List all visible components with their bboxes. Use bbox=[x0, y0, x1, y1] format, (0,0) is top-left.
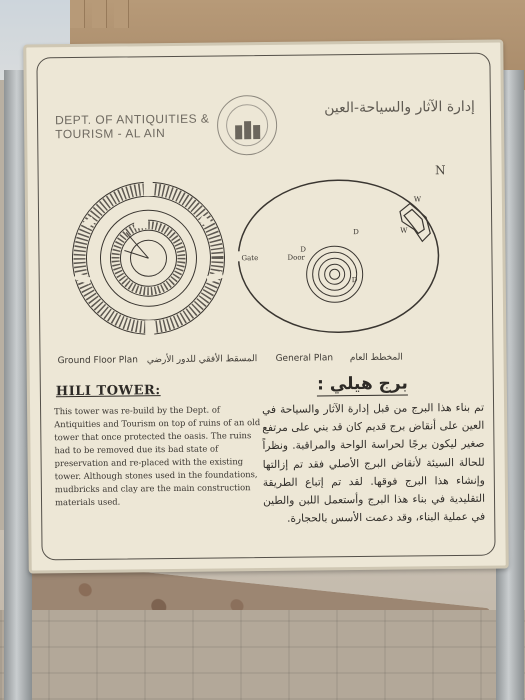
wall-marker: W bbox=[413, 195, 422, 204]
description-en: This tower was re-build by the Dept. of Antiquities and Tourism on top of ruins of an old tower that once protected the oasis. The ruins had to be removed due its bad state of preservation and re-placed with the existing tower. Although stones used in the foundations, mudbricks and clay are the main construction materials used. bbox=[54, 404, 261, 508]
general-plan-caption bbox=[275, 353, 402, 364]
logo-tower-shape bbox=[253, 125, 260, 139]
gate-label: Gate bbox=[241, 254, 259, 263]
tower-title-ar: برج هيلي : bbox=[316, 373, 408, 395]
door-marker: D bbox=[300, 245, 307, 254]
wall-marker: W bbox=[400, 226, 408, 235]
general-plan-drawing bbox=[234, 165, 452, 343]
logo-tower-shape bbox=[244, 121, 251, 139]
door-marker: D bbox=[351, 276, 358, 285]
crenel bbox=[92, 0, 107, 28]
department-name-ar: إدارة الآثار والسياحة-العين bbox=[324, 98, 476, 117]
department-name-line2: TOURISM - AL AIN bbox=[55, 126, 166, 142]
crenel bbox=[114, 0, 129, 28]
crenel bbox=[70, 0, 85, 28]
info-sign-board bbox=[23, 40, 509, 574]
description-ar: تم بناء هذا البرج من قبل إدارة الآثار والسياحة في العين على أنقاض برج قديم كان قد بني على مرتفع صغير ليكون برجًا لحراسة الواحة والمراقبة. ونظراً للحالة السيئة لأنقاض البرج الأصلي فقد تم إزالتها وإنشاء هذا البرج فوقها. لقد تم إتباع الطريقة التقليدية في بناء هذا البرج وأستعمل اللبن والطين في عملية البناء، وقد دعمت الأسس بالحجارة. bbox=[262, 401, 486, 526]
ground-plan-caption bbox=[58, 354, 258, 366]
ground-plan-caption-ar: المسقط الأفقي للدور الأرضي bbox=[146, 354, 258, 366]
tower-title-en: HILI TOWER: bbox=[55, 383, 161, 400]
ground-plan-caption-en: Ground Floor Plan bbox=[57, 355, 138, 367]
department-name-en bbox=[55, 112, 210, 142]
general-plan-caption-ar: المخطط العام bbox=[349, 352, 403, 364]
ground-floor-plan-drawing bbox=[64, 177, 236, 339]
door-marker: D bbox=[353, 228, 359, 237]
logo-inner-ring bbox=[226, 104, 268, 146]
general-plan-caption-en: General Plan bbox=[275, 353, 334, 364]
logo-tower-shape bbox=[235, 125, 242, 139]
door-label: Door bbox=[287, 253, 305, 262]
department-name-line1: DEPT. OF ANTIQUITIES & bbox=[54, 111, 210, 128]
paved-walkway bbox=[0, 610, 525, 700]
north-marker: N bbox=[435, 163, 446, 178]
department-logo-icon bbox=[217, 95, 278, 156]
